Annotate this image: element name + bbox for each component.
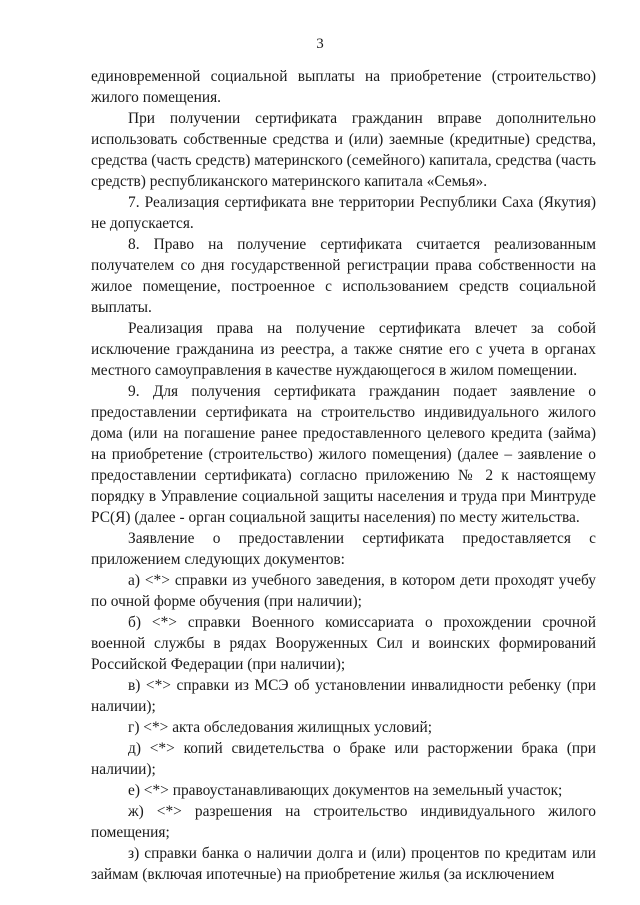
document-body [91,66,596,885]
list-item: д) <*> копий свидетельства о браке или расторжении брака (при наличии); [91,740,596,778]
paragraph: 8. Право на получение сертификата считается реализованным получателем со дня государственной регистрации права собственности на жилое помещение, построенное с использованием средств социальной выплаты. [91,236,596,316]
list-item: ж) <*> разрешения на строительство индивидуального жилого помещения; [91,803,596,841]
list-item: а) <*> справки из учебного заведения, в котором дети проходят учебу по очной форме обучения (при наличии); [91,572,596,610]
list-item: б) <*> справки Военного комиссариата о прохождении срочной военной службы в рядах Вооруженных Сил и воинских формирований Российской Федерации (при наличии); [91,614,596,673]
list-item: з) справки банка о наличии долга и (или) процентов по кредитам или займам (включая ипотечные) на приобретение жилья (за исключением [91,845,596,883]
paragraph: 7. Реализация сертификата вне территории Республики Саха (Якутия) не допускается. [91,194,596,232]
paragraph: Реализация права на получение сертификата влечет за собой исключение гражданина из реестра, а также снятие его с учета в органах местного самоуправления в качестве нуждающегося в жилом помещении. [91,320,596,379]
list-item: в) <*> справки из МСЭ об установлении инвалидности ребенку (при наличии); [91,677,596,715]
paragraph: 9. Для получения сертификата гражданин подает заявление о предоставлении сертификата на строительство индивидуального жилого дома (или на погашение ранее предоставленного целевого кредита (займа) на приобретение (строительство) жилого помещения) (далее – заявление о предоставлении сертификата) согласно приложению № 2 к настоящему порядку в Управление социальной защиты населения и труда при Минтруде РС(Я) (далее - орган социальной защиты населения) по месту жительства. [91,383,596,526]
paragraph: единовременной социальной выплаты на приобретение (строительство) жилого помещения. [91,68,596,106]
list-item: е) <*> правоустанавливающих документов на земельный участок; [128,782,563,799]
list-item: г) <*> акта обследования жилищных условий; [128,719,433,736]
paragraph: Заявление о предоставлении сертификата предоставляется с приложением следующих документов: [91,530,596,568]
page-number: 3 [316,36,324,52]
paragraph: При получении сертификата гражданин вправе дополнительно использовать собственные средства и (или) заемные (кредитные) средства, средства (часть средств) материнского (семейного) капитала, средства (часть средств) республиканского материнского капитала «Семья». [91,110,596,190]
